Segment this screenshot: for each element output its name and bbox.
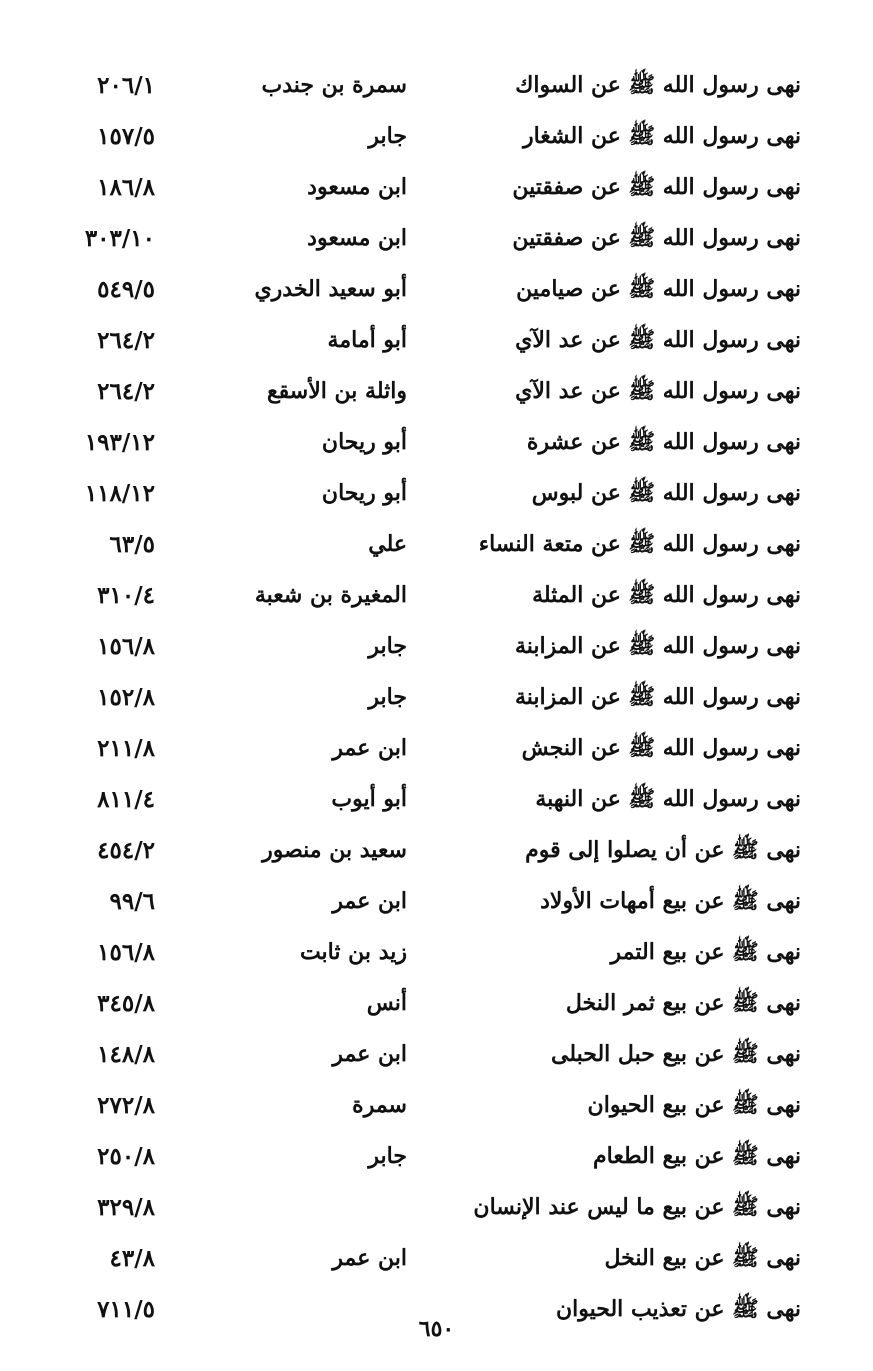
volume-page-reference: ١٥٦/٨ — [97, 939, 155, 966]
hadith-text: نهى رسول الله ﷺ عن صفقتين — [512, 225, 801, 251]
volume-page-reference: ٧١١/٥ — [97, 1296, 155, 1323]
hadith-text: نهى ﷺ عن بيع التمر — [610, 939, 801, 965]
volume-page-reference: ٩٩/٦ — [109, 888, 155, 915]
index-row — [0, 1233, 873, 1284]
hadith-text: نهى ﷺ عن بيع حبل الحبلى — [551, 1041, 801, 1067]
index-row — [0, 978, 873, 1029]
index-row — [0, 570, 873, 621]
hadith-text: نهى رسول الله ﷺ عن المزابنة — [515, 684, 801, 710]
volume-page-reference: ١٤٨/٨ — [97, 1041, 155, 1068]
volume-page-reference: ٣٠٣/١٠ — [84, 225, 155, 252]
hadith-text: نهى ﷺ عن أن يصلوا إلى قوم — [525, 837, 801, 863]
narrator-name: ابن عمر — [332, 1245, 407, 1271]
hadith-text: نهى رسول الله ﷺ عن المثلة — [532, 582, 801, 608]
narrator-name: جابر — [368, 1143, 407, 1169]
narrator-name: زيد بن ثابت — [299, 939, 407, 965]
narrator-name: ابن عمر — [332, 735, 407, 761]
narrator-name: أبو ريحان — [321, 429, 407, 455]
hadith-text: نهى ﷺ عن بيع أمهات الأولاد — [540, 888, 801, 914]
hadith-text: نهى رسول الله ﷺ عن عد الآي — [515, 327, 801, 353]
hadith-text: نهى ﷺ عن بيع النخل — [604, 1245, 801, 1271]
narrator-name: ابن عمر — [332, 1041, 407, 1067]
hadith-text: نهى رسول الله ﷺ عن صيامين — [516, 276, 801, 302]
volume-page-reference: ١٩٣/١٢ — [84, 429, 155, 456]
index-row — [0, 876, 873, 927]
index-row — [0, 1029, 873, 1080]
hadith-text: نهى رسول الله ﷺ عن الشغار — [522, 123, 801, 149]
hadith-text: نهى ﷺ عن تعذيب الحيوان — [556, 1296, 801, 1322]
hadith-text: نهى رسول الله ﷺ عن عد الآي — [515, 378, 801, 404]
volume-page-reference: ٢١١/٨ — [97, 735, 155, 762]
volume-page-reference: ٤٥٤/٢ — [97, 837, 155, 864]
index-row — [0, 1080, 873, 1131]
hadith-text: نهى رسول الله ﷺ عن السواك — [515, 72, 801, 98]
narrator-name: ابن مسعود — [307, 225, 407, 251]
narrator-name: سعيد بن منصور — [262, 837, 407, 863]
narrator-name: أبو ريحان — [321, 480, 407, 506]
hadith-text: نهى ﷺ عن بيع ما ليس عند الإنسان — [473, 1194, 801, 1220]
narrator-name: جابر — [368, 684, 407, 710]
hadith-text: نهى رسول الله ﷺ عن لبوس — [531, 480, 801, 506]
narrator-name: أبو أيوب — [331, 786, 407, 812]
narrator-name: المغيرة بن شعبة — [254, 582, 407, 608]
index-row — [0, 417, 873, 468]
index-row — [0, 672, 873, 723]
hadith-text: نهى رسول الله ﷺ عن المزابنة — [515, 633, 801, 659]
index-row — [0, 468, 873, 519]
hadith-text: نهى رسول الله ﷺ عن متعة النساء — [478, 531, 801, 557]
volume-page-reference: ٣١٠/٤ — [97, 582, 155, 609]
volume-page-reference: ٣٢٩/٨ — [97, 1194, 155, 1221]
volume-page-reference: ١١٨/١٢ — [84, 480, 155, 507]
narrator-name: أنس — [366, 990, 407, 1016]
narrator-name: ابن عمر — [332, 888, 407, 914]
volume-page-reference: ٢٠٦/١ — [97, 72, 155, 99]
narrator-name: أبو سعيد الخدري — [254, 276, 407, 302]
index-row — [0, 264, 873, 315]
hadith-text: نهى رسول الله ﷺ عن عشرة — [526, 429, 801, 455]
narrator-name: جابر — [368, 123, 407, 149]
narrator-name: علي — [368, 531, 407, 557]
index-row — [0, 774, 873, 825]
page-number: ٦٥٠ — [418, 1316, 455, 1342]
index-row — [0, 366, 873, 417]
index-row — [0, 825, 873, 876]
volume-page-reference: ٤٣/٨ — [109, 1245, 155, 1272]
narrator-name: سمرة بن جندب — [261, 72, 407, 98]
index-row — [0, 621, 873, 672]
volume-page-reference: ١٥٧/٥ — [97, 123, 155, 150]
index-row — [0, 723, 873, 774]
narrator-name: أبو أمامة — [327, 327, 407, 353]
hadith-text: نهى رسول الله ﷺ عن النجش — [521, 735, 801, 761]
volume-page-reference: ١٨٦/٨ — [97, 174, 155, 201]
index-row — [0, 162, 873, 213]
volume-page-reference: ٣٤٥/٨ — [97, 990, 155, 1017]
volume-page-reference: ٥٤٩/٥ — [97, 276, 155, 303]
hadith-text: نهى ﷺ عن بيع الحيوان — [587, 1092, 801, 1118]
narrator-name: واثلة بن الأسقع — [266, 378, 407, 404]
volume-page-reference: ٢٧٢/٨ — [97, 1092, 155, 1119]
volume-page-reference: ٢٦٤/٢ — [97, 378, 155, 405]
volume-page-reference: ٦٣/٥ — [109, 531, 155, 558]
narrator-name: ابن مسعود — [307, 174, 407, 200]
index-row — [0, 927, 873, 978]
hadith-index-list — [0, 60, 873, 1335]
index-row — [0, 1131, 873, 1182]
narrator-name: جابر — [368, 633, 407, 659]
index-row — [0, 60, 873, 111]
index-row — [0, 519, 873, 570]
volume-page-reference: ١٥٦/٨ — [97, 633, 155, 660]
hadith-text: نهى رسول الله ﷺ عن صفقتين — [512, 174, 801, 200]
index-row — [0, 111, 873, 162]
hadith-text: نهى رسول الله ﷺ عن النهبة — [535, 786, 801, 812]
narrator-name: سمرة — [352, 1092, 407, 1118]
volume-page-reference: ٢٥٠/٨ — [97, 1143, 155, 1170]
index-row — [0, 213, 873, 264]
index-row — [0, 315, 873, 366]
volume-page-reference: ٨١١/٤ — [97, 786, 155, 813]
volume-page-reference: ١٥٢/٨ — [97, 684, 155, 711]
narrator-name — [217, 1182, 407, 1233]
volume-page-reference: ٢٦٤/٢ — [97, 327, 155, 354]
hadith-text: نهى ﷺ عن بيع الطعام — [593, 1143, 801, 1169]
index-row — [0, 1182, 873, 1233]
hadith-text: نهى ﷺ عن بيع ثمر النخل — [565, 990, 801, 1016]
